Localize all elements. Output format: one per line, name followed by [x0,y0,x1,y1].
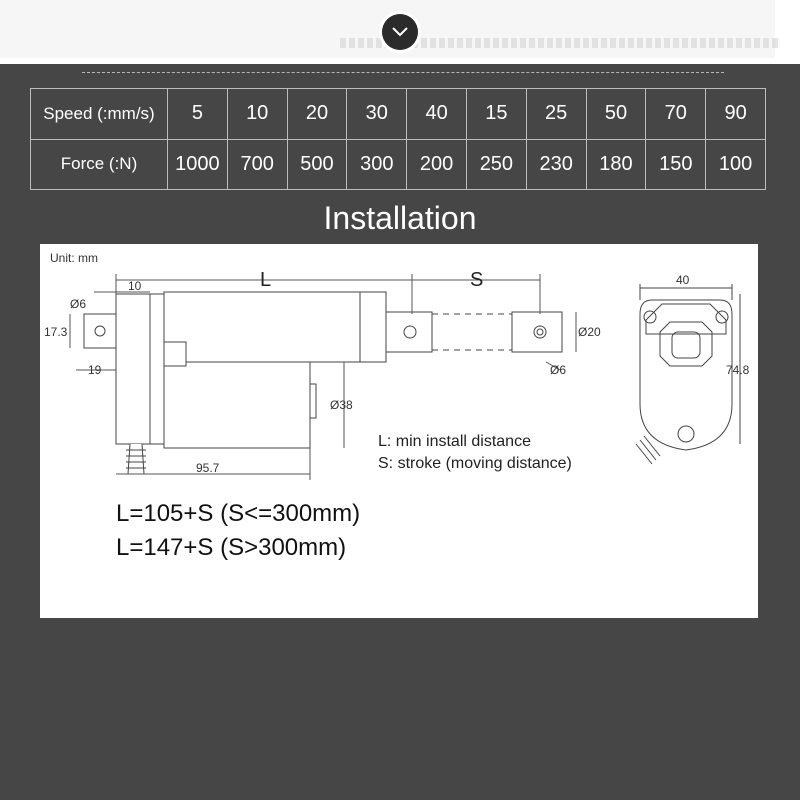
speed-value: 70 [646,89,706,140]
legend-L: L: min install distance [378,433,531,450]
chevron-down-icon [391,26,409,38]
outer-tube [164,292,386,362]
speed-value: 50 [586,89,646,140]
force-value: 500 [287,139,347,190]
rod-front [386,312,432,352]
end-cap [646,304,726,334]
speed-value: 15 [466,89,526,140]
dim-label-40: 40 [676,273,690,287]
dashed-divider [82,72,724,73]
force-value: 180 [586,139,646,190]
force-value: 150 [646,139,706,190]
dim-label-body-dia: Ø38 [330,398,353,412]
dim-label-74-8: 74.8 [726,363,750,377]
force-value: 230 [526,139,586,190]
force-value: 100 [706,139,766,190]
force-header: Force (:N) [31,139,168,190]
speed-value: 90 [706,89,766,140]
motor-tab [310,384,316,418]
speed-value: 5 [168,89,228,140]
end-bracket [116,294,150,444]
dim-label-17-3: 17.3 [44,325,68,339]
force-value: 200 [407,139,467,190]
rear-mount [84,314,116,348]
top-strip [0,0,800,64]
scroll-down-button[interactable] [382,14,418,50]
gear-plate [150,294,164,444]
force-value: 700 [227,139,287,190]
gear-box-tab [164,342,186,366]
dim-label-L: L [260,269,272,291]
speed-row [31,89,766,140]
legend-S: S: stroke (moving distance) [378,455,572,472]
stroke-rod [432,314,512,350]
dim-label-hole-left: Ø6 [70,297,87,311]
dim-label-95-7: 95.7 [196,461,220,475]
formula-short-stroke: L=105+S (S<=300mm) [116,500,361,527]
formula-long-stroke: L=147+S (S>300mm) [116,534,347,561]
speed-value: 40 [407,89,467,140]
dim-label-S: S [470,269,484,291]
dim-label-hole-right: Ø6 [550,363,567,377]
dim-label-10: 10 [128,279,142,293]
speed-value: 10 [227,89,287,140]
dim-label-19: 19 [88,363,102,377]
installation-drawing-panel [40,244,758,618]
speed-value: 25 [526,89,586,140]
force-value: 1000 [168,139,228,190]
speed-force-table [30,88,766,190]
speed-value: 30 [347,89,407,140]
installation-title: Installation [323,200,477,236]
dim-label-rod-dia: Ø20 [578,325,601,339]
speed-value: 20 [287,89,347,140]
force-value: 300 [347,139,407,190]
motor-body [164,362,310,448]
force-row [31,139,766,190]
actuator-end-view [636,284,740,464]
force-value: 250 [466,139,526,190]
cable-gland [128,444,144,474]
speed-header: Speed (:mm/s) [31,89,168,140]
unit-label: Unit: mm [50,251,98,265]
